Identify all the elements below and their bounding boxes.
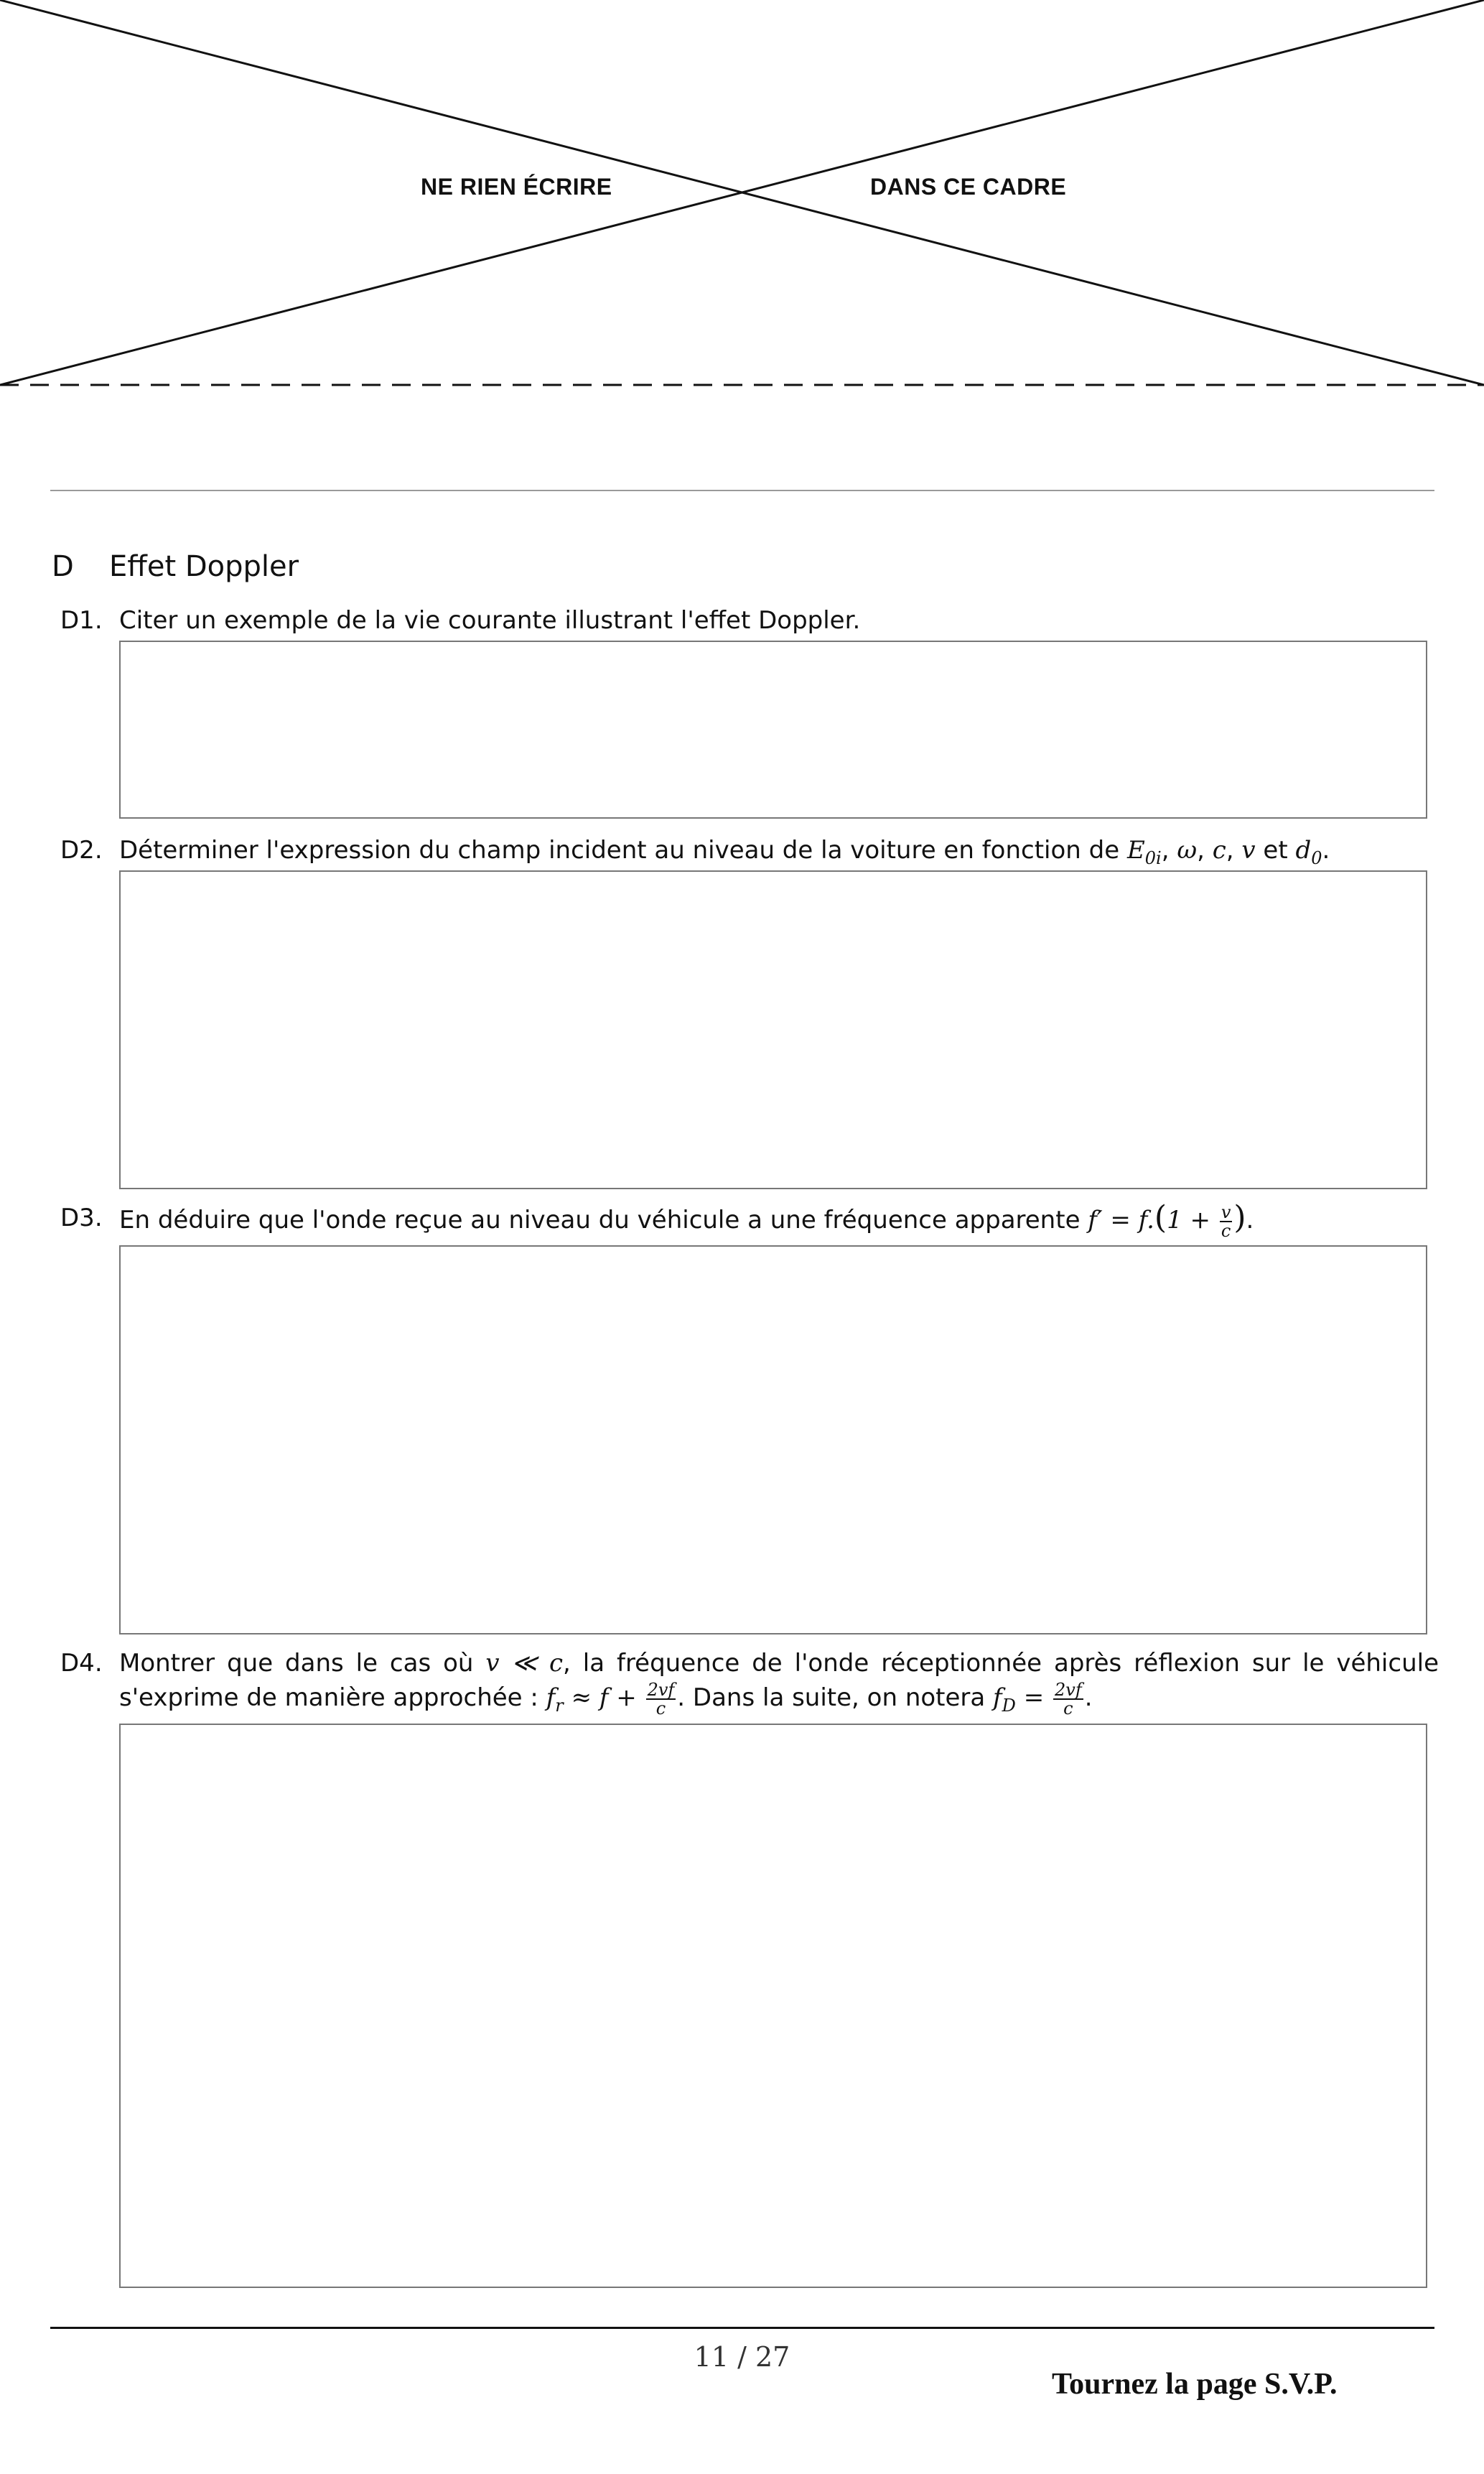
question-number: D1.	[60, 606, 103, 635]
section-letter: D	[52, 550, 74, 583]
question-text: Montrer que dans le cas où v ≪ c, la fréquence de l'onde réceptionnée après réflexion sur le véhicule s'exprime de manière approchée : $f_r \approx f$ + $\frac{2vf}{c}$ . Dans la suite, on notera $f_D$ = $\frac{2vf}{c}$ .	[119, 1649, 1439, 1719]
top-rule	[50, 490, 1434, 491]
question-text: Déterminer l'expression du champ incident au niveau de la voiture en fonction de $E_{0i}$, ω, c, v et $d_0$.	[119, 836, 1330, 868]
question-number: D3.	[60, 1204, 103, 1232]
answer-box-d4[interactable]	[119, 1724, 1427, 2288]
bottom-rule	[50, 2327, 1434, 2329]
section-heading	[52, 550, 299, 583]
answer-box-d1[interactable]	[119, 641, 1427, 819]
question-number: D2.	[60, 836, 103, 865]
page-number: 11 / 27	[694, 2341, 790, 2373]
section-title: Effet Doppler	[109, 550, 299, 583]
question-d1	[60, 603, 1439, 638]
turn-page-note: Tournez la page S.V.P.	[1052, 2368, 1338, 2401]
no-write-frame	[0, 0, 1484, 402]
question-text: En déduire que l'onde reçue au niveau du véhicule a une fréquence apparente f′ = f.(1 + $\frac{v}{c}$ ).	[119, 1199, 1254, 1241]
fraction: $\frac{v}{c}$	[1221, 1201, 1231, 1241]
question-number: D4.	[60, 1649, 103, 1678]
answer-box-d2[interactable]	[119, 870, 1427, 1189]
header-left-label: NE RIEN ÉCRIRE	[421, 174, 612, 200]
question-d3	[60, 1201, 1439, 1240]
formula-lhs: f′ = f.	[1088, 1206, 1154, 1234]
answer-box-d3[interactable]	[119, 1245, 1427, 1634]
question-d2	[60, 833, 1439, 875]
header-right-label: DANS CE CADRE	[870, 174, 1067, 200]
question-text: Citer un exemple de la vie courante illustrant l'effet Doppler.	[119, 606, 861, 635]
question-d4	[60, 1646, 1439, 1723]
